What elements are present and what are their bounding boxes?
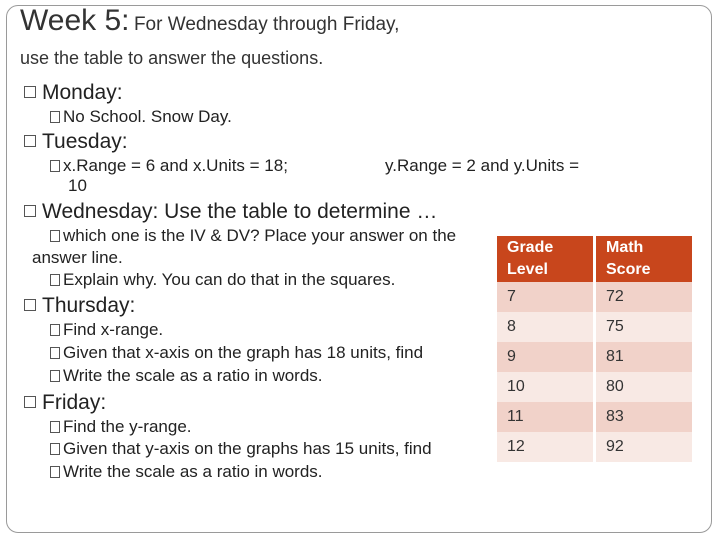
wednesday-item-iv-dv: which one is the IV & DV? Place your answer on the <box>50 226 456 246</box>
table-row <box>497 402 692 432</box>
friday-item-units: Given that y-axis on the graphs has 15 units, find <box>50 439 432 459</box>
table-row <box>497 342 692 372</box>
slide-subtitle: use the table to answer the questions. <box>20 48 324 68</box>
square-bullet-icon <box>24 86 36 98</box>
grade-score-table <box>497 236 692 462</box>
wednesday-heading: Wednesday: Use the table to determine … <box>24 200 437 224</box>
cell-score: 92 <box>595 432 693 462</box>
friday-item-range: Find the y-range. <box>50 417 192 437</box>
square-bullet-icon <box>24 205 36 217</box>
cell-score: 80 <box>595 372 693 402</box>
cell-grade: 7 <box>497 282 595 312</box>
header-math-score: Math Score <box>595 236 693 282</box>
thursday-heading: Thursday: <box>24 294 135 318</box>
title-week: Week 5: <box>20 4 130 37</box>
cell-grade: 9 <box>497 342 595 372</box>
cell-score: 75 <box>595 312 693 342</box>
cell-grade: 11 <box>497 402 595 432</box>
square-bullet-icon <box>50 324 60 336</box>
square-bullet-icon <box>50 111 60 123</box>
slide-title <box>20 4 399 38</box>
square-bullet-icon <box>50 160 60 172</box>
table-row <box>497 312 692 342</box>
thursday-item-range: Find x-range. <box>50 320 163 340</box>
square-bullet-icon <box>50 230 60 242</box>
square-bullet-icon <box>50 347 60 359</box>
table-header-row <box>497 236 692 282</box>
thursday-item-units: Given that x-axis on the graph has 18 units, find <box>50 343 423 363</box>
cell-score: 81 <box>595 342 693 372</box>
tuesday-item-y: y.Range = 2 and y.Units = <box>385 156 580 175</box>
square-bullet-icon <box>50 274 60 286</box>
thursday-item-scale: Write the scale as a ratio in words. <box>50 366 323 386</box>
square-bullet-icon <box>50 466 60 478</box>
square-bullet-icon <box>50 421 60 433</box>
cell-grade: 12 <box>497 432 595 462</box>
tuesday-heading: Tuesday: <box>24 130 128 154</box>
title-range: For Wednesday through Friday, <box>133 14 400 35</box>
square-bullet-icon <box>24 299 36 311</box>
monday-item: No School. Snow Day. <box>50 107 232 127</box>
cell-score: 72 <box>595 282 693 312</box>
square-bullet-icon <box>24 135 36 147</box>
header-grade-level: Grade Level <box>497 236 595 282</box>
cell-grade: 8 <box>497 312 595 342</box>
table-row <box>497 372 692 402</box>
tuesday-item-y-units: 10 <box>68 176 87 195</box>
friday-item-scale: Write the scale as a ratio in words. <box>50 462 323 482</box>
friday-heading: Friday: <box>24 391 106 415</box>
cell-grade: 10 <box>497 372 595 402</box>
monday-heading: Monday: <box>24 81 123 105</box>
table-row <box>497 432 692 462</box>
table-row <box>497 282 692 312</box>
tuesday-item-x: x.Range = 6 and x.Units = 18; <box>50 156 288 176</box>
wednesday-item-explain: Explain why. You can do that in the squares. <box>50 270 395 290</box>
square-bullet-icon <box>50 370 60 382</box>
square-bullet-icon <box>50 443 60 455</box>
cell-score: 83 <box>595 402 693 432</box>
square-bullet-icon <box>24 396 36 408</box>
wednesday-item-iv-dv-cont: answer line. <box>32 248 123 267</box>
